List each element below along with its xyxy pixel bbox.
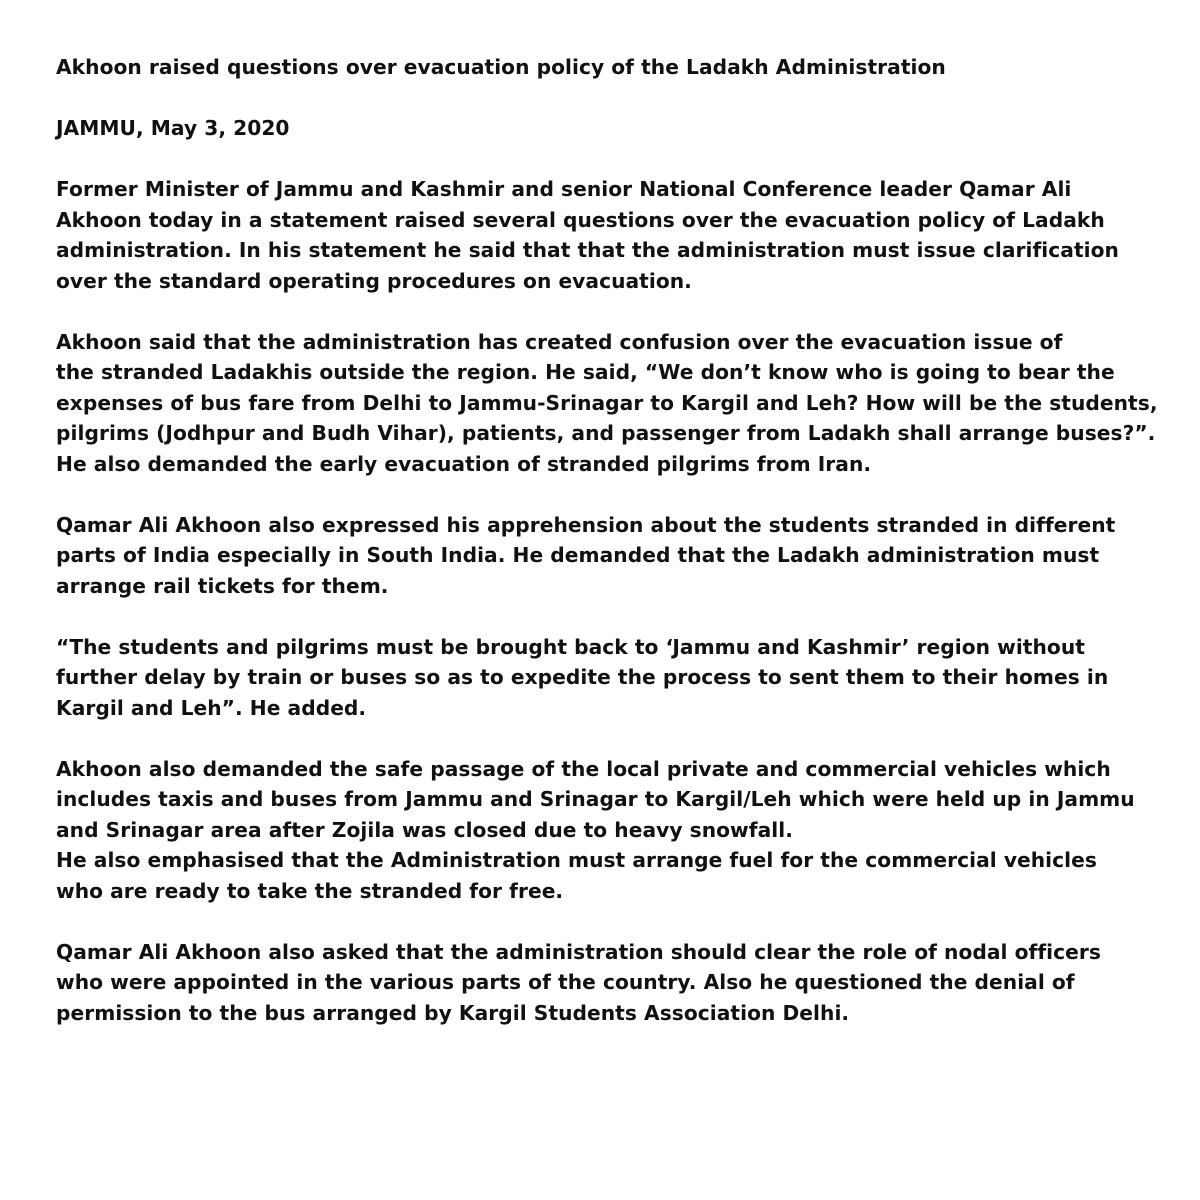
text-line: and Srinagar area after Zojila was closed due to heavy snowfall.	[56, 817, 793, 842]
text-line: arrange rail tickets for them.	[56, 573, 389, 598]
text-line: the stranded Ladakhis outside the region. He said, “We don’t know who is going to bear the	[56, 360, 1115, 384]
text-line: who were appointed in the various parts of the country. Also he questioned the denial of	[56, 970, 1075, 994]
paragraph-vehicles	[56, 754, 1166, 907]
text-line: Kargil and Leh”. He added.	[56, 695, 367, 720]
press-release-document	[56, 52, 1166, 1059]
text-line: includes taxis and buses from Jammu and Srinagar to Kargil/Leh which were held up in Jammu	[56, 787, 1135, 811]
paragraph-quote	[56, 632, 1166, 724]
text-line: Akhoon also demanded the safe passage of the local private and commercial vehicles which	[56, 756, 1111, 781]
text-line: He also emphasised that the Administration must arrange fuel for the commercial vehicles	[56, 848, 1097, 872]
text-line: Former Minister of Jammu and Kashmir and senior National Conference leader Qamar Ali	[56, 177, 1072, 201]
paragraph-students	[56, 510, 1166, 602]
text-line: further delay by train or buses so as to expedite the process to sent them to their homes in	[56, 665, 1109, 689]
text-line: administration. In his statement he said that that the administration must issue clarification	[56, 238, 1119, 262]
text-line: permission to the bus arranged by Kargil Students Association Delhi.	[56, 1000, 850, 1025]
text-line: pilgrims (Jodhpur and Budh Vihar), patients, and passenger from Ladakh shall arrange buses?”.	[56, 421, 1156, 445]
paragraph-nodal-officers	[56, 937, 1166, 1029]
text-line: expenses of bus fare from Delhi to Jammu-Srinagar to Kargil and Leh? How will be the students,	[56, 390, 1158, 415]
dateline-text: JAMMU, May 3, 2020	[56, 116, 290, 140]
text-line: who are ready to take the stranded for free.	[56, 878, 564, 903]
headline-text: Akhoon raised questions over evacuation policy of the Ladakh Administration	[56, 55, 946, 79]
headline	[56, 52, 1166, 83]
paragraph-intro	[56, 174, 1166, 296]
text-line: Qamar Ali Akhoon also expressed his apprehension about the students stranded in different	[56, 512, 1116, 537]
text-line: parts of India especially in South India. He demanded that the Ladakh administration must	[56, 543, 1100, 567]
paragraph-confusion	[56, 327, 1166, 480]
dateline	[56, 113, 1166, 144]
text-line: Akhoon said that the administration has created confusion over the evacuation issue of	[56, 329, 1063, 354]
text-line: Akhoon today in a statement raised several questions over the evacuation policy of Ladakh	[56, 207, 1105, 232]
text-line: He also demanded the early evacuation of stranded pilgrims from Iran.	[56, 451, 872, 476]
text-line: “The students and pilgrims must be brought back to ‘Jammu and Kashmir’ region without	[56, 634, 1085, 659]
text-line: Qamar Ali Akhoon also asked that the administration should clear the role of nodal officers	[56, 939, 1101, 964]
text-line: over the standard operating procedures on evacuation.	[56, 268, 692, 293]
